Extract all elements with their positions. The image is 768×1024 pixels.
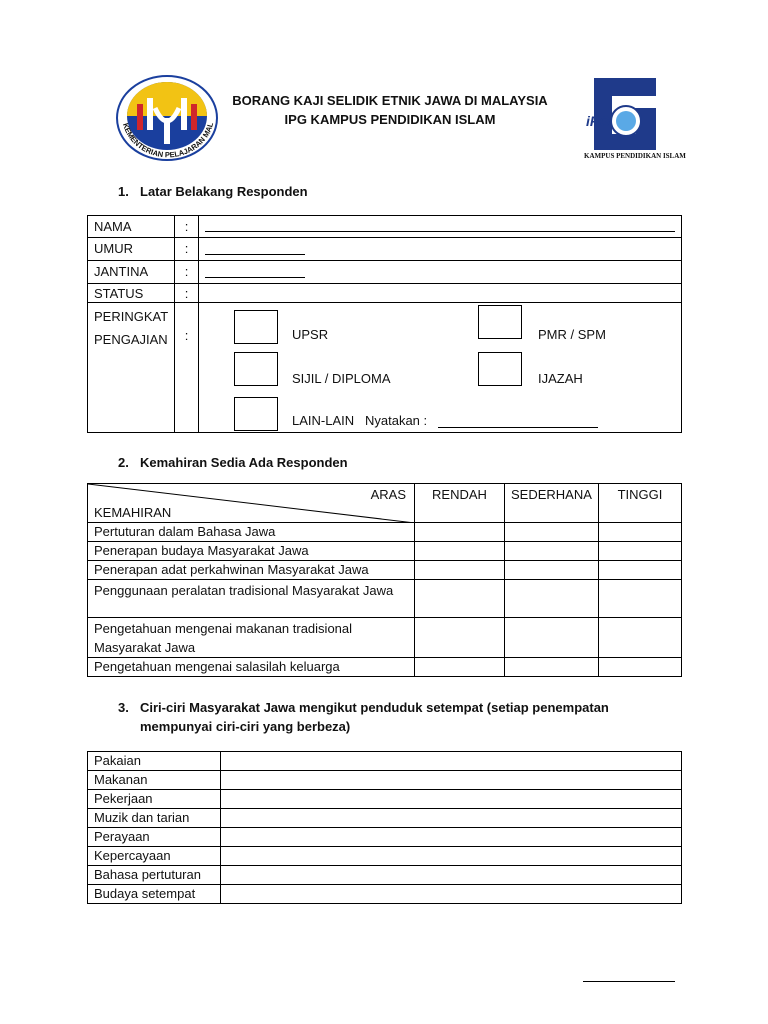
table-row (88, 261, 682, 284)
characteristic-input[interactable] (221, 752, 682, 771)
table-row (88, 866, 682, 885)
aras-label: ARAS (370, 487, 406, 502)
characteristic-label: Pekerjaan (88, 790, 221, 809)
characteristic-input[interactable] (221, 809, 682, 828)
rating-cell[interactable] (598, 542, 681, 561)
ipg-logo (584, 74, 686, 164)
upsr-checkbox[interactable] (234, 310, 278, 344)
section-1-heading: Latar Belakang Responden (140, 184, 308, 199)
table-row (88, 752, 682, 771)
rating-cell[interactable] (415, 561, 505, 580)
table-row (88, 284, 682, 303)
nyatakan-field[interactable] (438, 427, 598, 428)
table-row (88, 580, 682, 618)
pmr-spm-checkbox[interactable] (478, 305, 522, 339)
peringkat-label: PERINGKAT (94, 309, 169, 324)
table-row (88, 771, 682, 790)
rating-cell[interactable] (505, 658, 599, 677)
table-row (88, 847, 682, 866)
characteristic-input[interactable] (221, 866, 682, 885)
characteristic-label: Perayaan (88, 828, 221, 847)
characteristic-input[interactable] (221, 885, 682, 904)
col-tinggi: TINGGI (598, 484, 681, 523)
skill-label: Penerapan budaya Masyarakat Jawa (88, 542, 415, 561)
table-row (88, 885, 682, 904)
colon-text: : (184, 328, 189, 343)
rating-cell[interactable] (505, 618, 599, 658)
rating-cell[interactable] (505, 580, 599, 618)
ipg-logo-caption: KAMPUS PENDIDIKAN ISLAM (584, 152, 686, 160)
rating-cell[interactable] (505, 542, 599, 561)
characteristic-input[interactable] (221, 771, 682, 790)
table-row (88, 561, 682, 580)
characteristic-input[interactable] (221, 828, 682, 847)
characteristic-label: Kepercayaan (88, 847, 221, 866)
rating-cell[interactable] (415, 523, 505, 542)
field-label-status: STATUS (88, 284, 175, 303)
title-line-2: IPG KAMPUS PENDIDIKAN ISLAM (284, 112, 496, 127)
table-row (88, 523, 682, 542)
rating-cell[interactable] (598, 523, 681, 542)
table-row (88, 238, 682, 261)
characteristic-input[interactable] (221, 790, 682, 809)
rating-cell[interactable] (505, 523, 599, 542)
status-field[interactable] (199, 284, 682, 303)
section-2-heading: Kemahiran Sedia Ada Responden (140, 455, 348, 470)
rating-cell[interactable] (415, 618, 505, 658)
table-row (88, 809, 682, 828)
field-label-umur: UMUR (88, 238, 175, 261)
section-3-number: 3. (118, 700, 129, 715)
characteristic-label: Muzik dan tarian (88, 809, 221, 828)
rating-cell[interactable] (415, 580, 505, 618)
rating-cell[interactable] (598, 580, 681, 618)
characteristic-label: Pakaian (88, 752, 221, 771)
table-row (88, 790, 682, 809)
section-3-title (118, 698, 609, 736)
table-row (88, 542, 682, 561)
table-header-row (88, 484, 682, 523)
rating-cell[interactable] (505, 561, 599, 580)
colon (175, 303, 199, 433)
characteristic-input[interactable] (221, 847, 682, 866)
skill-label: Penggunaan peralatan tradisional Masyarakat Jawa (88, 580, 415, 618)
field-label-jantina: JANTINA (88, 261, 175, 284)
ijazah-checkbox[interactable] (478, 352, 522, 386)
table-row (88, 618, 682, 658)
section-3-heading-line-1: Ciri-ciri Masyarakat Jawa mengikut penduduk setempat (setiap penempatan (140, 700, 609, 715)
characteristic-label: Bahasa pertuturan (88, 866, 221, 885)
skill-label: Pengetahuan mengenai salasilah keluarga (88, 658, 415, 677)
aras-kemahiran-header (88, 484, 415, 523)
kemahiran-label: KEMAHIRAN (94, 505, 172, 520)
rating-cell[interactable] (598, 618, 681, 658)
upsr-label: UPSR (292, 327, 329, 342)
lain-lain-checkbox[interactable] (234, 397, 278, 431)
field-label-peringkat-pengajian (88, 303, 175, 433)
title-line-1: BORANG KAJI SELIDIK ETNIK JAWA DI MALAYSIA (232, 93, 548, 108)
ipg-logo-text: iPG (586, 113, 611, 129)
field-label-nama: NAMA (88, 216, 175, 238)
nama-field[interactable] (199, 216, 682, 238)
sijil-diploma-checkbox[interactable] (234, 352, 278, 386)
skill-label: Pengetahuan mengenai makanan tradisional Masyarakat Jawa (88, 618, 415, 658)
colon: : (175, 238, 199, 261)
section-1-title (118, 184, 308, 199)
colon: : (175, 261, 199, 284)
section-2-number: 2. (118, 455, 129, 470)
pmr-spm-label: PMR / SPM (538, 327, 606, 342)
table-row (88, 658, 682, 677)
section-2-title (118, 455, 348, 470)
pengajian-label: PENGAJIAN (94, 332, 168, 347)
characteristic-label: Makanan (88, 771, 221, 790)
nyatakan-label: Nyatakan : (364, 413, 428, 428)
rating-cell[interactable] (415, 658, 505, 677)
col-sederhana: SEDERHANA (505, 484, 599, 523)
skill-label: Penerapan adat perkahwinan Masyarakat Jawa (88, 561, 415, 580)
umur-field[interactable] (199, 238, 682, 261)
col-rendah: RENDAH (415, 484, 505, 523)
page-title (200, 91, 580, 129)
rating-cell[interactable] (598, 561, 681, 580)
lain-lain-option (292, 413, 427, 428)
section-1-number: 1. (118, 184, 129, 199)
ijazah-label: IJAZAH (538, 371, 583, 386)
colon: : (175, 216, 199, 238)
characteristic-label: Budaya setempat (88, 885, 221, 904)
characteristics-table (87, 751, 682, 904)
jantina-field[interactable] (199, 261, 682, 284)
section-3-heading-line-2: mempunyai ciri-ciri yang berbeza) (140, 719, 351, 734)
ministry-logo-text: KEMENTERIAN PELAJARAN MAL (120, 121, 216, 160)
rating-cell[interactable] (415, 542, 505, 561)
lain-lain-label: LAIN-LAIN (292, 413, 355, 428)
signature-line[interactable] (583, 981, 675, 982)
respondent-background-table (87, 215, 682, 433)
table-row (88, 828, 682, 847)
colon: : (175, 284, 199, 303)
table-row (88, 216, 682, 238)
skills-table (87, 483, 682, 677)
sijil-diploma-label: SIJIL / DIPLOMA (292, 371, 391, 386)
rating-cell[interactable] (598, 658, 681, 677)
skill-label: Pertuturan dalam Bahasa Jawa (88, 523, 415, 542)
